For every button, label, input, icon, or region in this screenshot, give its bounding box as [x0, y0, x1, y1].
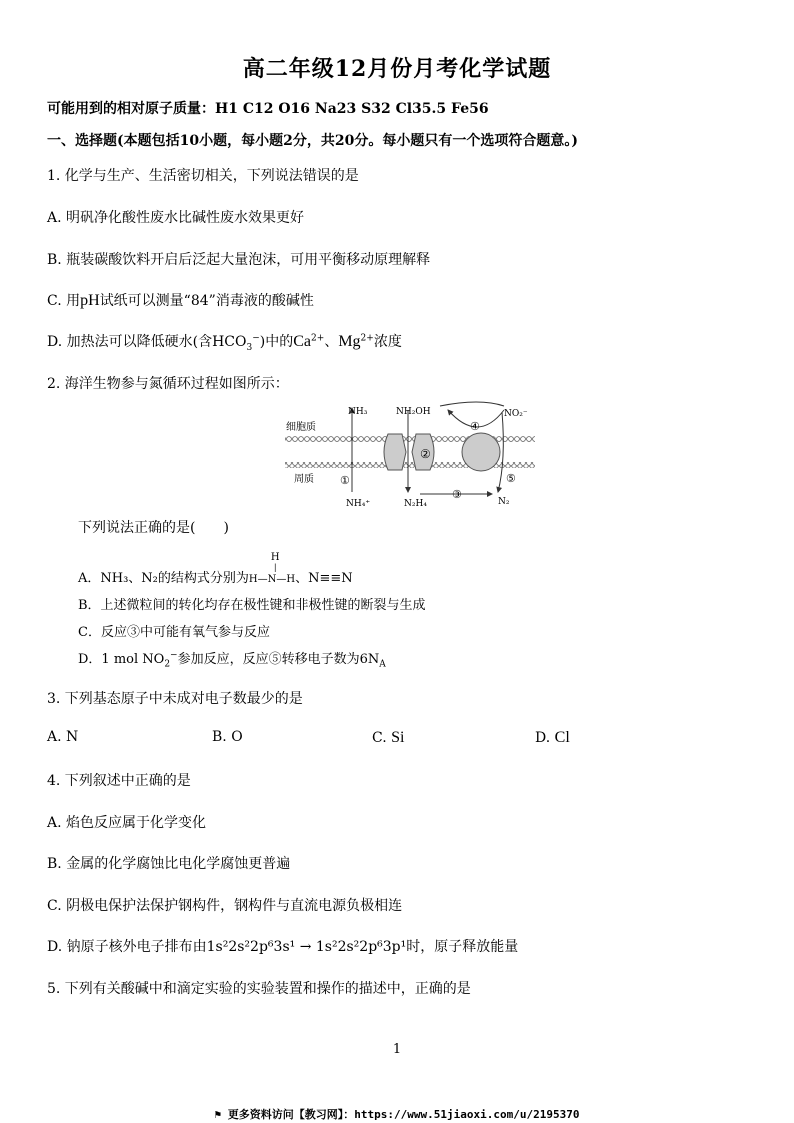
q2-option-a: A．NH₃、N₂的结构式分别为 H | H—N—H、N≡≡N — [78, 552, 353, 586]
q2-option-c: C．反应③中可能有氧气参与反应 — [78, 625, 270, 640]
q1-option-a: A. 明矾净化酸性废水比碱性废水效果更好 — [47, 210, 305, 226]
label-reaction-5: ⑤ — [506, 472, 516, 485]
q1-stem: 1. 化学与生产、生活密切相关，下列说法错误的是 — [47, 168, 359, 184]
page-number: 1 — [392, 1042, 402, 1057]
label-n2: N₂ — [498, 497, 510, 507]
struct-h-top: H — [270, 552, 280, 563]
q3-option-b: B. O — [212, 729, 243, 745]
label-no2: NO₂⁻ — [504, 409, 528, 419]
q2-option-b: B．上述微粒间的转化均存在极性键和非极性键的断裂与生成 — [78, 598, 426, 613]
q1-option-c: C. 用pH试纸可以测量“84”消毒液的酸碱性 — [47, 292, 314, 309]
q1-option-b: B. 瓶装碳酸饮料开启后泛起大量泡沫，可用平衡移动原理解释 — [47, 252, 431, 268]
q2-stem: 2. 海洋生物参与氮循环过程如图所示： — [47, 376, 289, 392]
label-reaction-3: ③ — [452, 488, 462, 501]
q3-option-d: D. Cl — [535, 729, 570, 746]
q4-option-a: A. 焰色反应属于化学变化 — [47, 815, 207, 831]
atomic-masses: 可能用到的相对原子质量：H1 C12 O16 Na23 S32 Cl35.5 Fe56 — [47, 101, 489, 117]
footer-link[interactable]: ⚑ 更多资料访问【教习网】：https://www.51jiaoxi.com/u/2195370 — [214, 1108, 580, 1121]
membrane-upper — [285, 436, 535, 442]
label-nh4: NH₄⁺ — [346, 499, 371, 509]
protein-left — [384, 434, 406, 470]
q4-option-b: B. 金属的化学腐蚀比电化学腐蚀更普遍 — [47, 856, 291, 872]
label-n2h4: N₂H₄ — [404, 499, 427, 509]
label-cytoplasm: 细胞质 — [286, 422, 316, 433]
q3-option-c: C. Si — [372, 729, 405, 746]
nitrogen-cycle-diagram — [280, 400, 540, 510]
label-nh2oh: NH₂OH — [396, 407, 431, 417]
nh3-structure: H—N—H — [248, 574, 296, 585]
q1-option-d: D. 加热法可以降低硬水(含$HCO_3^-$)中的$Ca^{2+}$、$Mg^{2+}$浓度 — [47, 333, 402, 353]
q2-question: 下列说法正确的是( ) — [78, 520, 229, 536]
label-nh3: NH₃ — [348, 407, 368, 417]
q4-option-d: D. 钠原子核外电子排布由1s²2s²2p⁶3s¹ → 1s²2s²2p⁶3p¹时，原子释放能量 — [47, 939, 519, 955]
q3-option-a: A. N — [47, 729, 79, 745]
protein-round — [462, 433, 500, 471]
membrane-lower — [285, 462, 535, 468]
q4-stem: 4. 下列叙述中正确的是 — [47, 773, 191, 789]
q3-stem: 3. 下列基态原子中未成对电子数最少的是 — [47, 691, 303, 707]
page-title: 高二年级12月份月考化学试题 — [242, 56, 552, 82]
label-reaction-2: ② — [420, 447, 431, 461]
section-header: 一、选择题(本题包括10小题，每小题2分，共20分。每小题只有一个选项符合题意。) — [47, 133, 578, 149]
label-reaction-1: ① — [340, 474, 350, 487]
q4-option-c: C. 阴极电保护法保护钢构件，钢构件与直流电源负极相连 — [47, 898, 403, 914]
label-periplasm: 周质 — [294, 474, 314, 485]
q2-option-d: D．1 mol $NO_2^-$参加反应，反应⑤转移电子数为$6N_A$ — [78, 650, 386, 670]
q5-stem: 5. 下列有关酸碱中和滴定实验的实验装置和操作的描述中，正确的是 — [47, 981, 471, 997]
label-reaction-4: ④ — [470, 420, 480, 433]
